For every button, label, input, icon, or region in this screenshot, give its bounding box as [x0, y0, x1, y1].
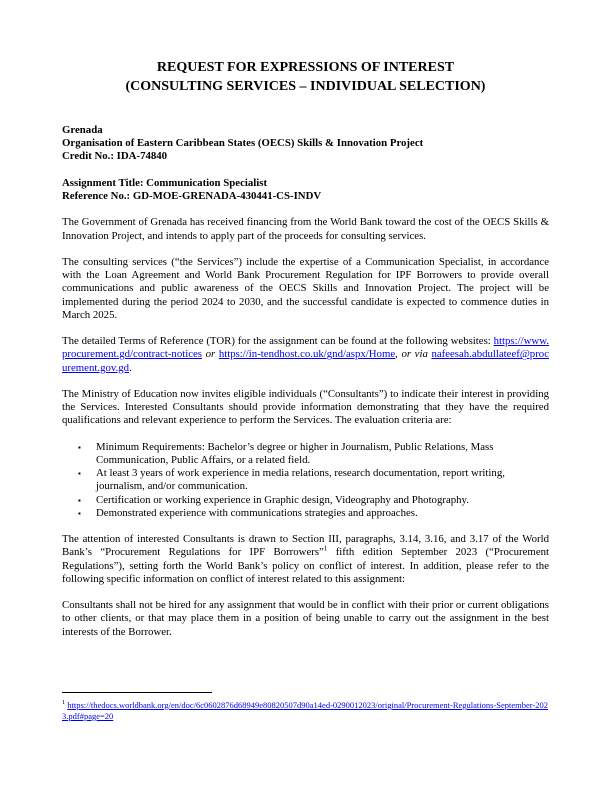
- in-tendhost-link[interactable]: https://in-tendhost.co.uk/gnd/aspx/Home: [218, 348, 396, 361]
- footnote-separator: [62, 692, 212, 693]
- evaluation-criteria-list: [62, 441, 549, 520]
- footnote-link[interactable]: https://thedocs.worldbank.org/en/doc/6c0602876d68949e80820507d90a14ed-0290012023/original/Procurement-Regulations-September-2023.pdf#page=20: [62, 699, 549, 721]
- criteria-item-text: Minimum Requirements: Bachelor’s degree or higher in Journalism, Public Relations, Mass Communication, Public Affairs, or a related field.: [96, 440, 494, 466]
- contact-email-link[interactable]: nafeesah.abdullateef@procurement.gov.gd: [62, 348, 549, 374]
- assignment-title: Assignment Title: Communication Specialist: [62, 176, 268, 189]
- project-name: Organisation of Eastern Caribbean States (OECS) Skills & Innovation Project: [62, 137, 424, 150]
- paragraph-conflict: Consultants shall not be hired for any assignment that would be in conflict with their prior or current obligations to other clients, or that may place them in a position of being unable to carry out the assignment in the best interests of the Borrower.: [62, 599, 549, 638]
- credit-number: Credit No.: IDA-74840: [62, 150, 168, 163]
- footnote-area: [62, 692, 549, 722]
- tor-intro-text: The detailed Terms of Reference (TOR) for the assignment can be found at the following websites:: [62, 335, 494, 348]
- footnote-reference: 1: [323, 544, 328, 553]
- bullet-icon: ▪: [78, 442, 81, 452]
- criteria-item-text: Demonstrated experience with communications strategies and approaches.: [96, 506, 418, 519]
- tor-comma-text: ,: [395, 348, 402, 361]
- bullet-icon: ▪: [78, 469, 81, 479]
- paragraph-services: The consulting services (“the Services”) include the expertise of a Communication Specialist, in accordance with the Loan Agreement and World Bank Procurement Regulation for IPF Borrowers to provide overall communications and public awareness of the OECS Skills and Innovation Project. The project will be implemented during the period 2024 to 2030, and the successful candidate is expected to commence duties in March 2025.: [62, 255, 549, 321]
- list-item: [78, 494, 549, 507]
- criteria-item-text: Certification or working experience in Graphic design, Videography and Photography.: [96, 493, 469, 506]
- tor-period: .: [129, 361, 132, 374]
- attention-text-part1: The attention of interested Consultants is drawn to Section III, paragraphs, 3.14, 3.16, and 3.17 of the World Bank’s “Procurement Regulations for IPF Borrowers”: [62, 533, 549, 559]
- footnote-marker: 1: [62, 699, 66, 706]
- list-item: [78, 441, 549, 467]
- document-header: [62, 124, 549, 203]
- bullet-icon: ▪: [78, 508, 81, 518]
- reference-number: Reference No.: GD-MOE-GRENADA-430441-CS-INDV: [62, 190, 322, 202]
- list-item: [78, 467, 549, 493]
- tor-or-via-text: or via: [401, 348, 428, 361]
- list-item: [78, 507, 549, 520]
- document-title: [62, 58, 549, 96]
- paragraph-financing: The Government of Grenada has received financing from the World Bank toward the cost of the OECS Skills & Innovation Project, and intends to apply part of the proceeds for consulting services.: [62, 216, 549, 242]
- document-title-line1: REQUEST FOR EXPRESSIONS OF INTEREST: [156, 60, 455, 75]
- blank-line: [62, 203, 549, 216]
- bullet-icon: ▪: [78, 495, 81, 505]
- attention-text-part2: fifth edition September 2023 (“Procurement Regulations”), setting forth the World Bank’s policy on conflict of interest. In addition, please refer to the following specific information on conflict of interest related to this assignment:: [62, 546, 550, 585]
- document-title-line2: (CONSULTING SERVICES – INDIVIDUAL SELECTION): [125, 79, 486, 94]
- footnote-text: [62, 697, 549, 722]
- procurement-gd-link[interactable]: https://www.procurement.gd/contract-notices: [62, 335, 549, 361]
- paragraph-invitation: The Ministry of Education now invites eligible individuals (“Consultants”) to indicate their interest in providing the Services. Interested Consultants should provide information demonstrating that they have the required qualifications and relevant experience to perform the Services. The evaluation criteria are:: [62, 387, 549, 427]
- blank-line: [62, 164, 549, 177]
- paragraph-tor: [62, 335, 549, 375]
- criteria-item-text: At least 3 years of work experience in media relations, research documentation, report writing, journalism, and/or communication.: [96, 467, 505, 493]
- country-label: Grenada: [62, 124, 103, 136]
- tor-or-text: or: [202, 348, 219, 361]
- paragraph-attention: [62, 533, 549, 586]
